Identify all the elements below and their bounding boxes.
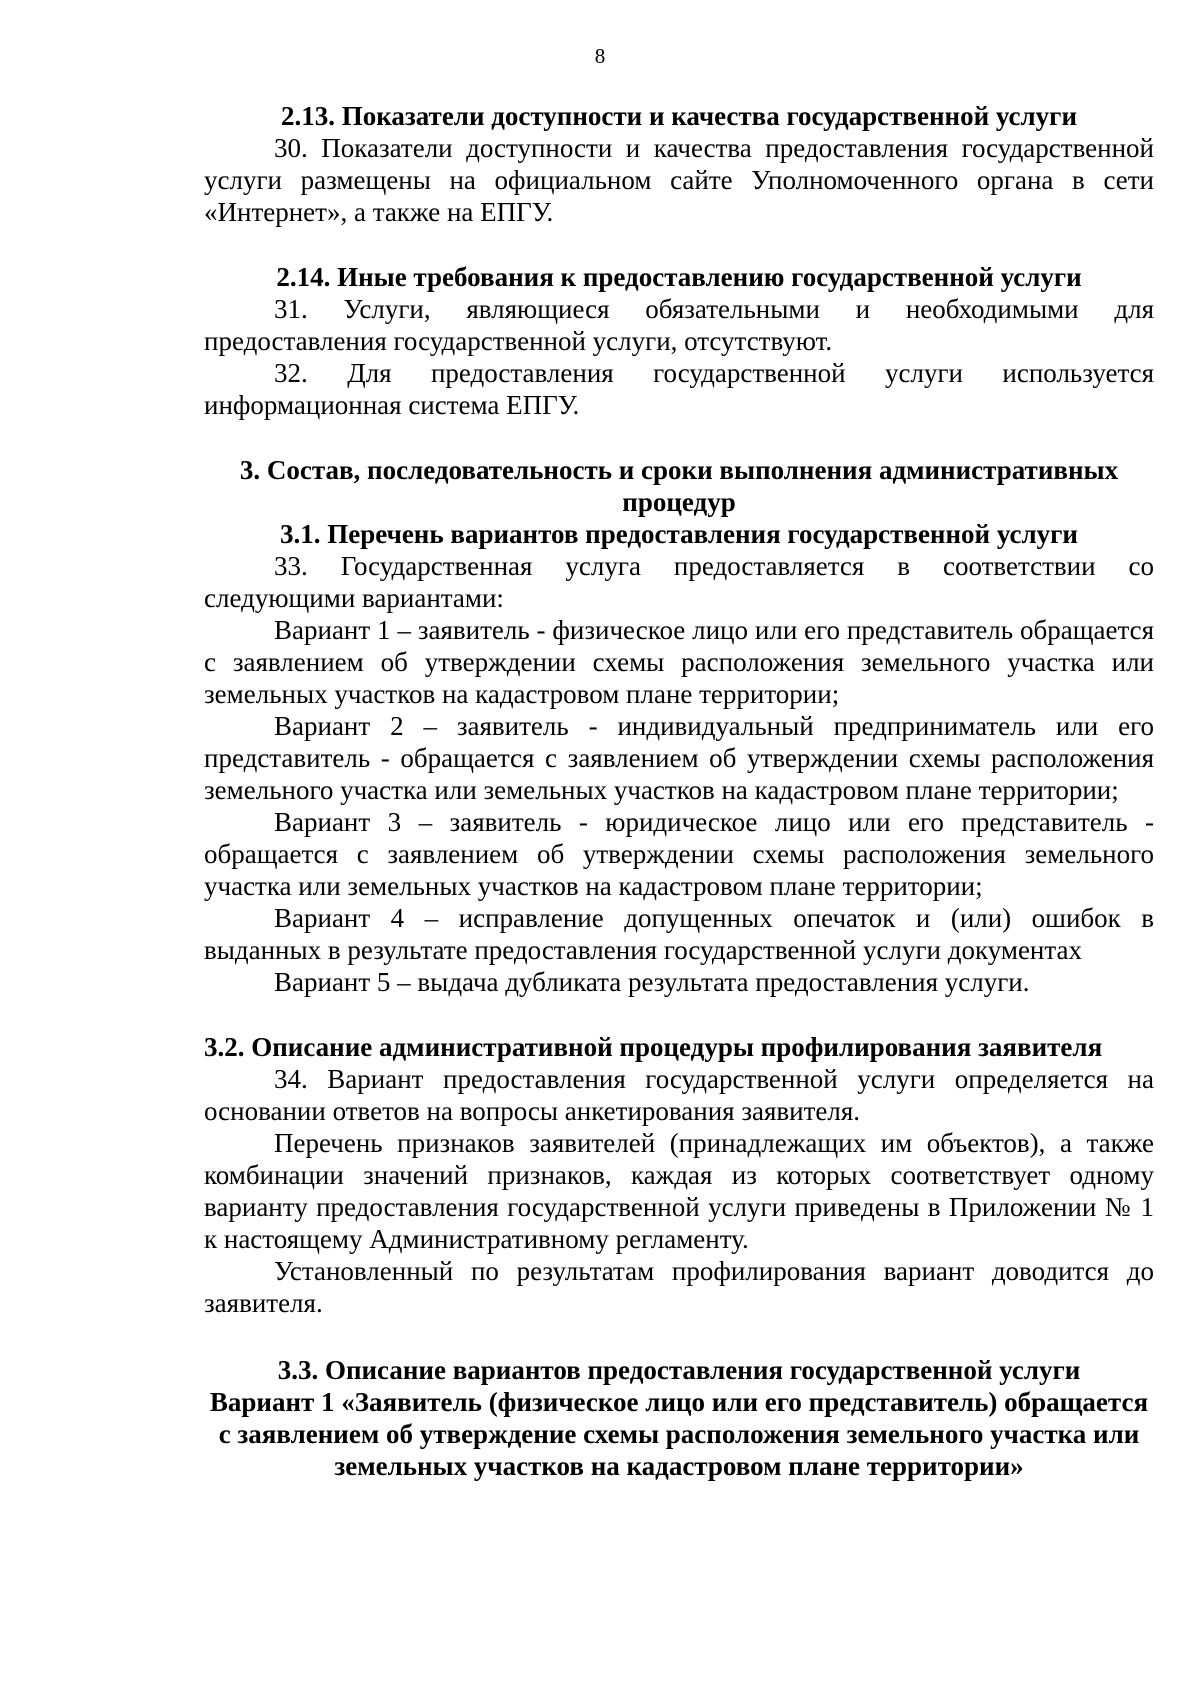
paragraph-33: 33. Государственная услуга предоставляется в соответствии со следующими вариантами: [204, 551, 1154, 613]
section-2-14-heading: 2.14. Иные требования к предоставлению государственной услуги [276, 262, 1082, 292]
variant-1-heading: Вариант 1 «Заявитель (физическое лицо или его представитель) обращается с заявлением об утверждение схемы расположения земельного участка или земельных участков на кадастровом плане территории» [209, 1387, 1149, 1481]
section-3-1-heading: 3.1. Перечень вариантов предоставления государственной услуги [280, 519, 1078, 549]
spacer [204, 228, 1154, 261]
section-2-13-heading: 2.13. Показатели доступности и качества государственной услуги [281, 101, 1077, 131]
section-3-2-heading: 3.2. Описание административной процедуры профилирования заявителя [204, 1032, 1103, 1062]
paragraph-34: 34. Вариант предоставления государственной услуги определяется на основании ответов на вопросы анкетирования заявителя. [204, 1064, 1154, 1126]
variant-list-item-3: Вариант 3 – заявитель - юридическое лицо или его представитель - обращается с заявлением об утверждении схемы расположения земельного участка или земельных участков на кадастровом плане территории; [204, 807, 1154, 901]
paragraph-31: 31. Услуги, являющиеся обязательными и необходимыми для предоставления государственной услуги, отсутствуют. [204, 294, 1154, 356]
document-body [204, 100, 1154, 1482]
paragraph-32: 32. Для предоставления государственной услуги используется информационная система ЕПГУ. [204, 358, 1154, 420]
variant-list-item-4: Вариант 4 – исправление допущенных опечаток и (или) ошибок в выданных в результате предоставления государственной услуги документах [204, 903, 1154, 965]
paragraph-30: 30. Показатели доступности и качества предоставления государственной услуги размещены на официальном сайте Уполномоченного органа в сети «Интернет», а также на ЕПГУ. [204, 133, 1154, 227]
spacer [204, 998, 1154, 1031]
section-3-heading: 3. Состав, последовательность и сроки выполнения административных процедур [239, 455, 1119, 517]
paragraph-criteria-list: Перечень признаков заявителей (принадлежащих им объектов), а также комбинации значений признаков, каждая из которых соответствует одному варианту предоставления государственной услуги приведены в Приложении № 1 к настоящему Административному регламенту. [204, 1128, 1154, 1254]
page-number: 8 [594, 44, 606, 68]
spacer [204, 1319, 1154, 1354]
variant-list-item-2: Вариант 2 – заявитель - индивидуальный предприниматель или его представитель - обращается с заявлением об утверждении схемы расположения земельного участка или земельных участков на кадастровом плане территории; [204, 711, 1154, 805]
variant-list-item-5: Вариант 5 – выдача дубликата результата предоставления услуги. [274, 967, 1030, 997]
section-3-3-heading: 3.3. Описание вариантов предоставления государственной услуги [277, 1355, 1081, 1385]
variant-list-item-1: Вариант 1 – заявитель - физическое лицо или его представитель обращается с заявлением об утверждении схемы расположения земельного участка или земельных участков на кадастровом плане территории; [204, 615, 1154, 709]
spacer [204, 421, 1154, 454]
paragraph-profiling-result: Установленный по результатам профилирования вариант доводится до заявителя. [204, 1256, 1154, 1318]
